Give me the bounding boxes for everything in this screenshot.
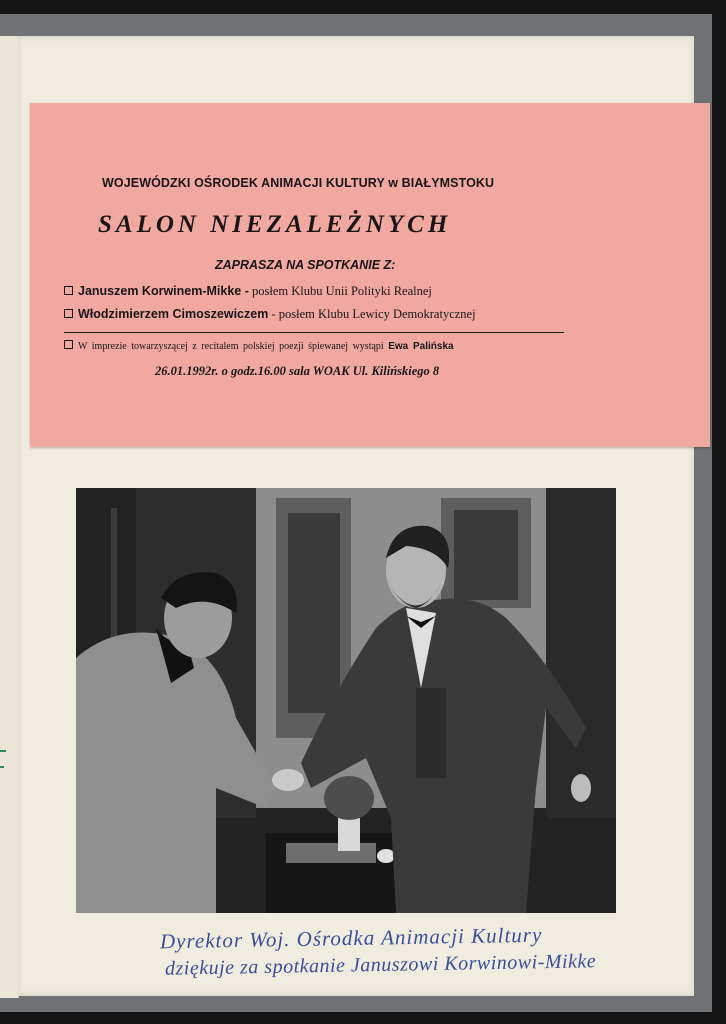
checkbox-bullet-icon <box>64 309 73 318</box>
photo-illustration <box>76 488 616 913</box>
album-spine <box>0 36 19 998</box>
guest-name: Włodzimierzem Cimoszewiczem <box>78 307 269 321</box>
handwritten-dedication-line: dziękuje za spotkanie Januszowi Korwinowi-Mikke <box>164 950 597 980</box>
organizer-heading: WOJEWÓDZKI OŚRODEK ANIMACJI KULTURY w BIAŁYMSTOKU <box>102 176 495 190</box>
page-marker <box>0 750 6 752</box>
guest-name: Januszem Korwinem-Mikke - <box>78 284 249 298</box>
guest-role: - posłem Klubu Lewicy Demokratycznej <box>268 307 476 321</box>
page-marker <box>0 766 4 768</box>
recital-note <box>64 340 454 352</box>
checkbox-bullet-icon <box>64 286 73 295</box>
event-date-venue: 26.01.1992r. o godz.16.00 sala WOAK Ul. Kilińskiego 8 <box>155 364 440 378</box>
guest-role: posłem Klubu Unii Polityki Realnej <box>248 284 432 298</box>
checkbox-bullet-icon <box>64 340 73 349</box>
recital-text: W imprezie towarzyszącej z recitalem polskiej poezji śpiewanej wystąpi <box>78 341 384 352</box>
event-title: SALON NIEZALEŻNYCH <box>98 211 452 238</box>
handshake-photo <box>76 488 616 913</box>
guest-item <box>64 307 476 322</box>
handwritten-dedication-line: Dyrektor Woj. Ośrodka Animacji Kultury <box>159 922 543 954</box>
invitation-flyer <box>30 103 710 447</box>
invitation-line: ZAPRASZA NA SPOTKANIE Z: <box>215 258 396 272</box>
recital-performer: Ewa Palińska <box>388 341 454 352</box>
guest-item <box>64 284 432 299</box>
divider <box>64 332 564 333</box>
